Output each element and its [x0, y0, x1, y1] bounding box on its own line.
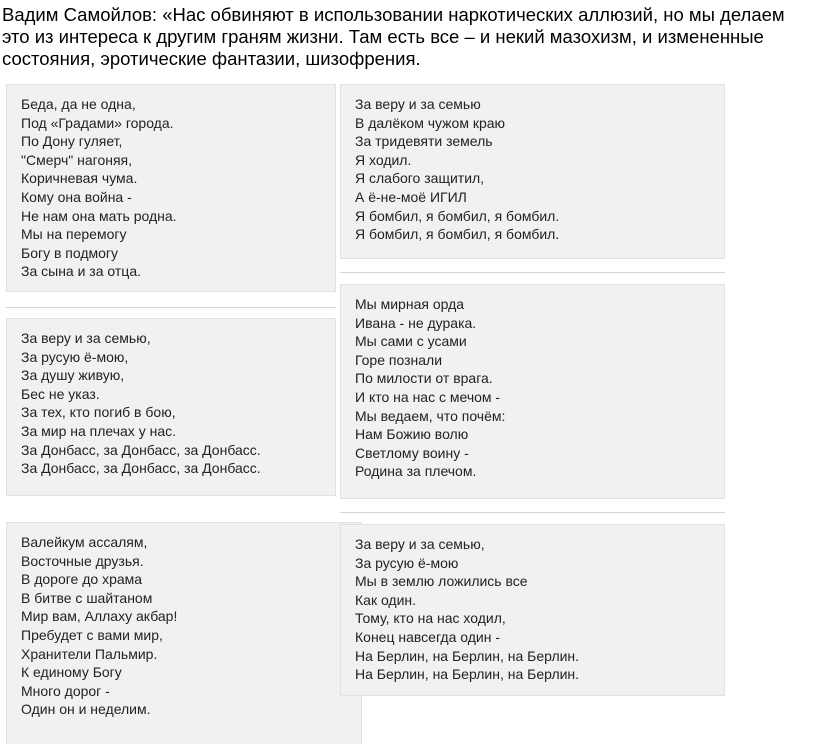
verse-box-6 — [340, 524, 725, 696]
verse-line: Горе познали — [355, 351, 443, 368]
verse-line: По милости от врага. — [355, 370, 493, 387]
verse-line: За веру и за семью, — [355, 536, 485, 552]
verse-line: За Донбасс, за Донбасс, за Донбасс. — [21, 460, 261, 477]
verse-line: Кому она война - — [21, 188, 132, 205]
verse-line: Мы на перемогу — [21, 226, 127, 243]
verse-line: Ивана - не дурака. — [355, 314, 477, 331]
verse-line: Нам Божию волю — [355, 426, 469, 443]
verse-line: Родина за плечом. — [355, 463, 477, 480]
verse-line: Валейкум ассалям, — [21, 534, 148, 550]
verse-line: Тому, кто на нас ходил, — [355, 610, 506, 627]
verse-line: За веру и за семью, — [21, 330, 151, 346]
verse-line: И кто на нас с мечом - — [355, 388, 501, 405]
intro-quote: Вадим Самойлов: «Нас обвиняют в использовании наркотических аллюзий, но мы делаем это из интереса к другим граням жизни. Там есть все – и некий мазохизм, и измененные состояния, эротические фантазии, шизофрения. — [2, 4, 785, 69]
verse-line: Один он и неделим. — [21, 701, 151, 718]
verse-line: Восточные друзья. — [21, 552, 144, 569]
verse-line: За сына и за отца. — [21, 263, 141, 280]
verse-line: Беда, да не одна, — [21, 96, 136, 112]
verse-line: Как один. — [355, 591, 417, 608]
verse-line: За тех, кто погиб в бою, — [21, 404, 176, 421]
verse-line: Богу в подмогу — [21, 244, 119, 261]
verse-line: Мир вам, Аллаху акбар! — [21, 608, 178, 625]
verse-line: Мы мирная орда — [355, 296, 465, 312]
verse-line: На Берлин, на Берлин, на Берлин. — [355, 647, 580, 664]
verse-line: На Берлин, на Берлин, на Берлин. — [355, 666, 580, 683]
verse-line: Мы сами с усами — [355, 333, 467, 350]
verse-line: За русую ё-мою — [355, 554, 459, 571]
verse-line: В дороге до храма — [21, 571, 143, 588]
verse-line: Я слабого защитил, — [355, 170, 485, 187]
verse-line: В далёком чужом краю — [355, 114, 506, 131]
verse-line: Коричневая чума. — [21, 170, 138, 187]
verse-line: По Дону гуляет, — [21, 133, 123, 150]
verse-line: За душу живую, — [21, 367, 125, 384]
verse-line: За русую ё-мою, — [21, 348, 129, 365]
divider — [6, 307, 336, 308]
verse-line: Хранители Пальмир. — [21, 645, 158, 662]
divider — [340, 272, 725, 273]
verse-line: За тридевяти земель — [355, 133, 493, 150]
verse-box-4 — [340, 84, 725, 259]
verse-line: Конец навсегда один - — [355, 628, 501, 645]
verse-line: Я бомбил, я бомбил, я бомбил. — [355, 226, 560, 243]
verse-line: Светлому воину - — [355, 444, 469, 461]
verse-line: В битве с шайтаном — [21, 589, 153, 606]
verse-line: Мы в землю ложились все — [355, 573, 528, 590]
verse-line: А ё-не-моё ИГИЛ — [355, 188, 467, 205]
verse-line: К единому Богу — [21, 664, 122, 681]
verse-box-1 — [6, 84, 336, 292]
divider — [340, 512, 725, 513]
verse-box-3 — [6, 522, 362, 744]
verse-line: "Смерч" нагоняя, — [21, 151, 133, 168]
verse-line: Я ходил. — [355, 151, 412, 168]
verse-line: Бес не указ. — [21, 385, 100, 402]
verse-box-2 — [6, 318, 336, 496]
verse-line: Под «Градами» города. — [21, 114, 174, 131]
verse-line: Пребудет с вами мир, — [21, 626, 163, 643]
verse-line: Я бомбил, я бомбил, я бомбил. — [355, 207, 560, 224]
verse-box-5 — [340, 284, 725, 499]
verse-line: Мы ведаем, что почём: — [355, 407, 506, 424]
verse-line: Много дорог - — [21, 682, 110, 699]
verse-line: Не нам она мать родна. — [21, 207, 177, 224]
verse-line: За веру и за семью — [355, 96, 481, 112]
verse-line: За Донбасс, за Донбасс, за Донбасс. — [21, 441, 261, 458]
verse-line: За мир на плечах у нас. — [21, 422, 176, 439]
